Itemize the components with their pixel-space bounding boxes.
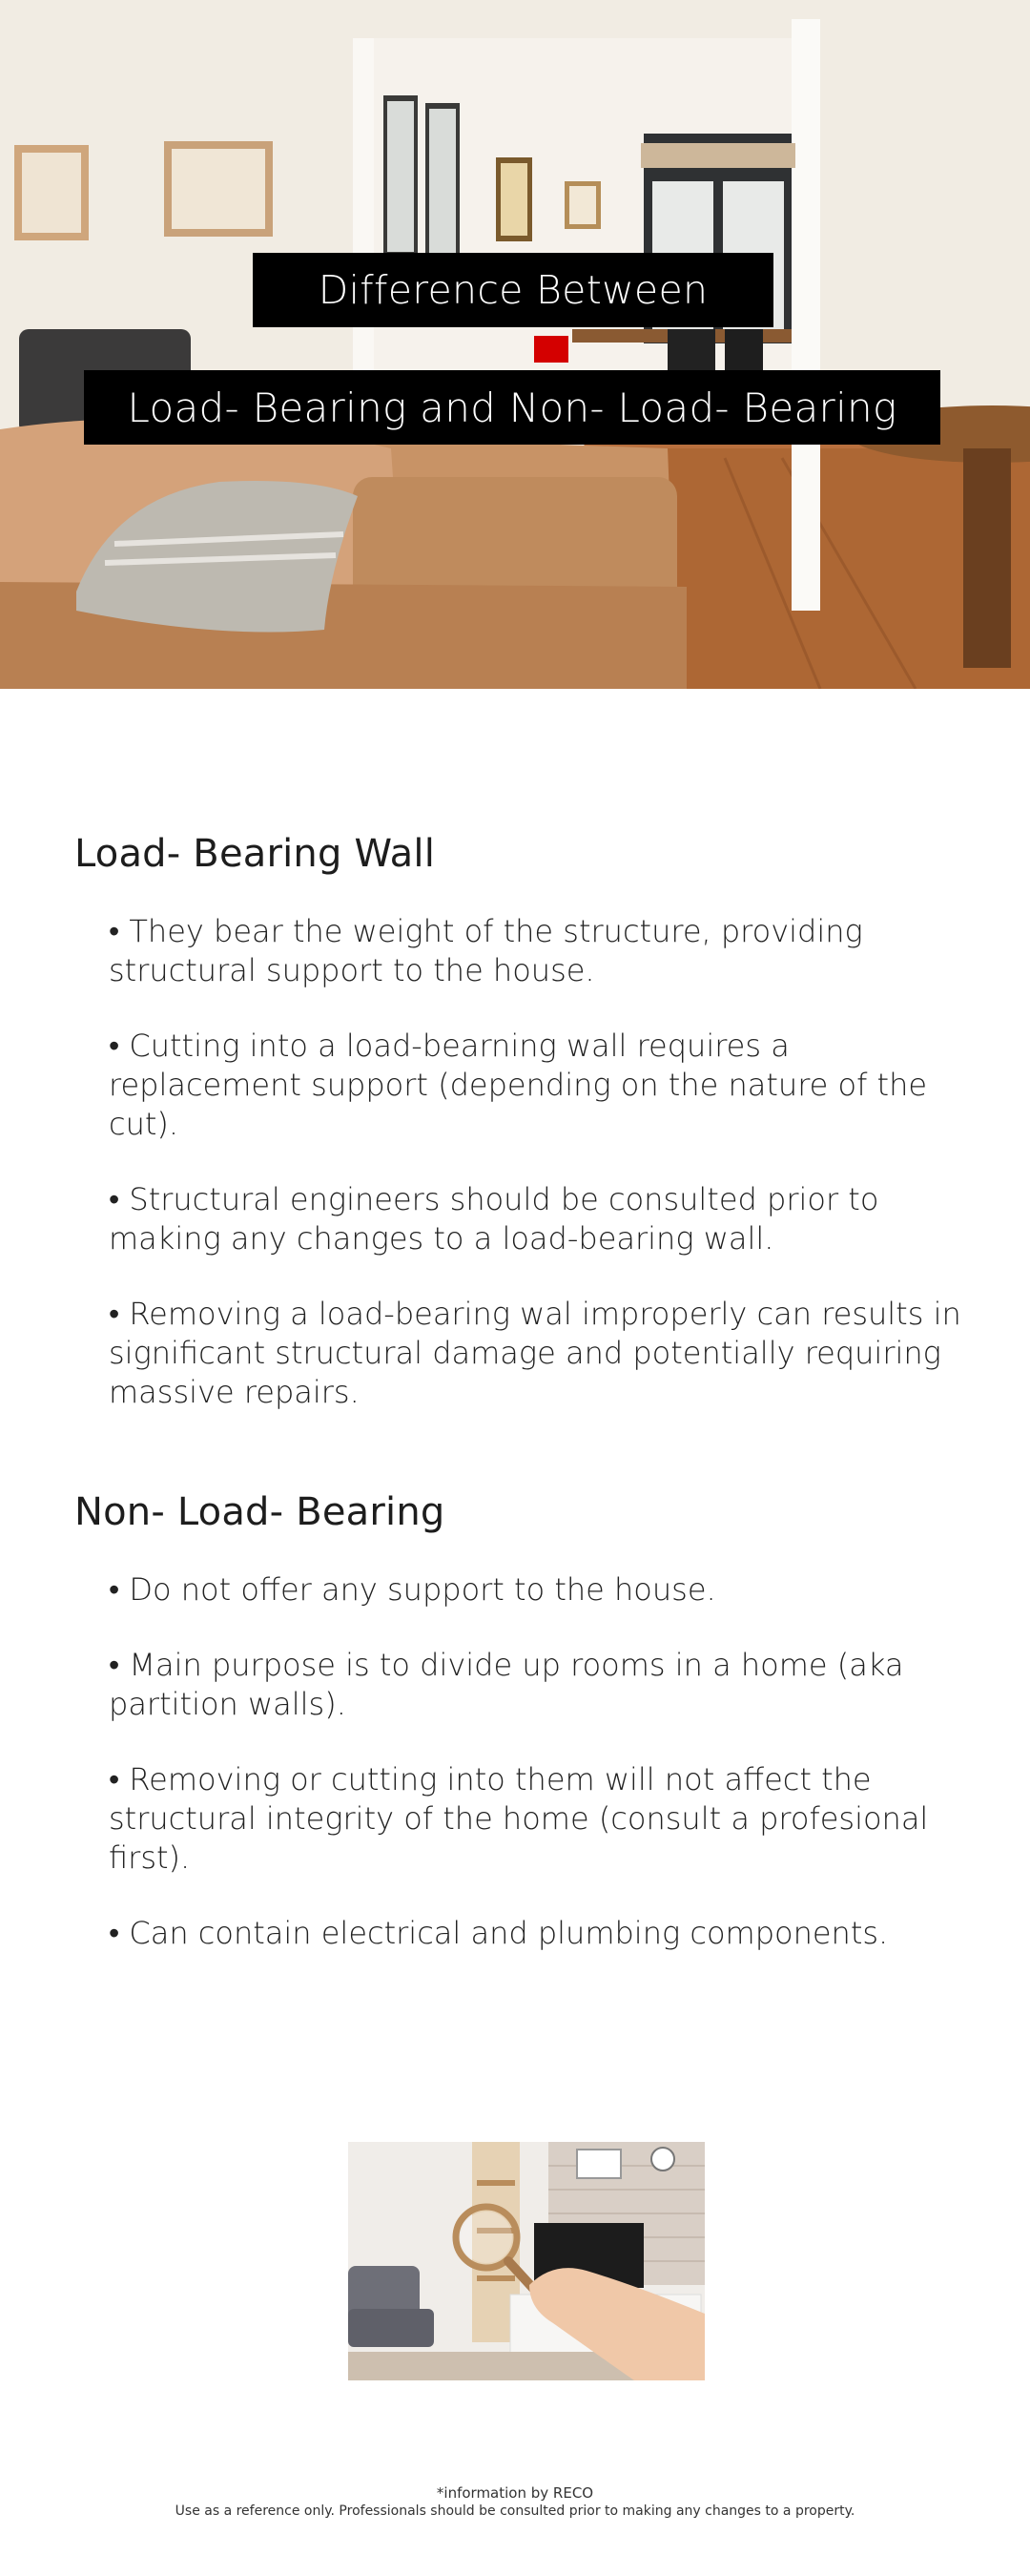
hero-banner [0,0,1030,689]
footer-disclaimer: Use as a reference only. Professionals should be consulted prior to making any changes to a property. [175,2503,855,2519]
footer-source: *information by RECO [436,2484,594,2502]
list-item: • Removing or cutting into them will not affect the structural integrity of the home (consult a profesional first). [109,1761,929,1876]
non-load-bearing-heading: Non- Load- Bearing [74,1490,445,1534]
non-load-bearing-section [74,1490,971,1989]
load-bearing-section [74,832,971,1448]
list-item: • They bear the weight of the structure, providing structural support to the house. [109,913,863,988]
list-item: • Structural engineers should be consulted prior to making any changes to a load-bearing wall. [109,1181,879,1257]
list-item: • Can contain electrical and plumbing components. [109,1915,889,1951]
list-item: • Removing a load-bearing wal improperly can results in significant structural damage and potentially requiring massive repairs. [109,1296,961,1410]
load-bearing-list [74,912,971,1412]
list-item: • Main purpose is to divide up rooms in a home (aka partition walls). [109,1647,904,1722]
magnifying-glass-room-image [348,2142,705,2380]
living-room-photo [0,0,1030,689]
hero-title-line-2: Load- Bearing and Non- Load- Bearing [84,370,940,445]
list-item: • Cutting into a load-bearning wall requires a replacement support (depending on the nature of the cut). [109,1028,928,1142]
hero-title-line-1: Difference Between [253,253,773,327]
non-load-bearing-list [74,1570,971,1953]
list-item: • Do not offer any support to the house. [109,1571,716,1608]
load-bearing-heading: Load- Bearing Wall [74,832,436,876]
magnifier-photo [348,2142,705,2380]
